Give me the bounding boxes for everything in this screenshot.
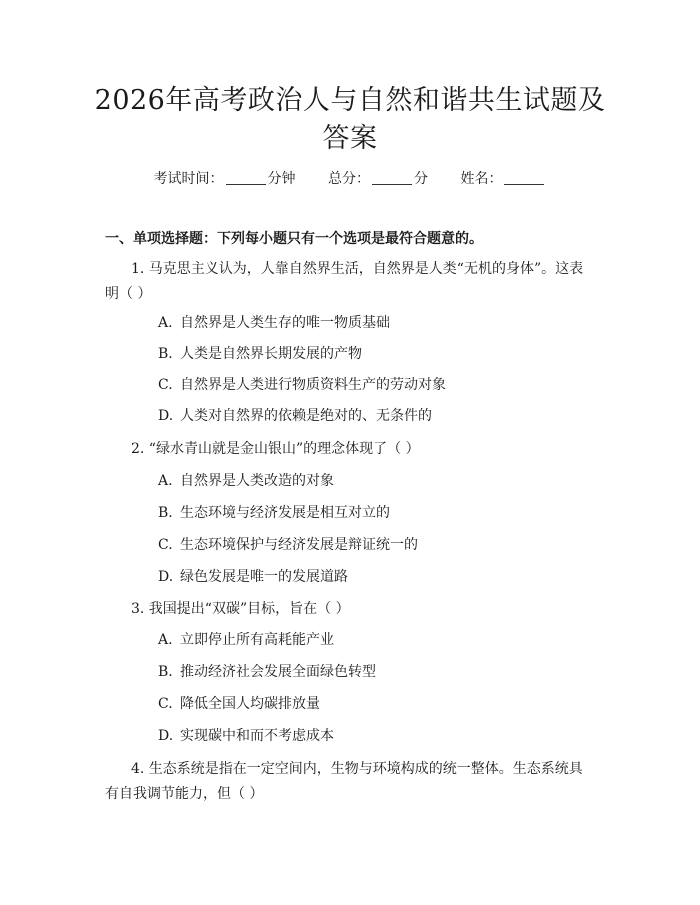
option-letter: B. bbox=[158, 505, 173, 521]
question-stem-1: 1. 马克思主义认为，人靠自然界生活，自然界是人类“无机的身体”。这表明（ ） bbox=[105, 261, 584, 302]
section-heading: 一、单项选择题：下列每小题只有一个选项是最符合题意的。 bbox=[105, 231, 483, 247]
option-text: 人类对自然界的依赖是绝对的、无条件的 bbox=[180, 408, 432, 424]
option-2c bbox=[158, 535, 418, 555]
option-text: 降低全国人均碳排放量 bbox=[180, 696, 320, 712]
option-text: 生态环境与经济发展是相互对立的 bbox=[180, 505, 390, 521]
question-stem-2: 2. “绿水青山就是金山银山”的理念体现了（ ） bbox=[131, 441, 420, 457]
total-score-blank bbox=[372, 170, 412, 185]
option-letter: A. bbox=[158, 315, 173, 331]
name-field bbox=[460, 169, 546, 189]
option-text: 生态环境保护与经济发展是辩证统一的 bbox=[180, 537, 418, 553]
option-1d bbox=[158, 406, 432, 426]
option-letter: A. bbox=[158, 632, 173, 648]
exam-time-label: 考试时间： bbox=[153, 171, 224, 187]
option-letter: D. bbox=[158, 728, 174, 744]
total-score-unit: 分 bbox=[414, 171, 428, 187]
option-text: 自然界是人类进行物质资料生产的劳动对象 bbox=[180, 377, 446, 393]
option-3a bbox=[158, 630, 334, 650]
question-stem-4: 4. 生态系统是指在一定空间内，生物与环境构成的统一整体。生态系统具有自我调节能力，但（ ） bbox=[105, 761, 583, 802]
option-1c bbox=[158, 375, 446, 395]
name-blank bbox=[504, 170, 544, 185]
option-2a bbox=[158, 471, 334, 491]
option-text: 实现碳中和而不考虑成本 bbox=[180, 728, 334, 744]
exam-time-unit: 分钟 bbox=[267, 171, 296, 187]
question-stem-3: 3. 我国提出“双碳”目标，旨在（ ） bbox=[131, 601, 350, 617]
option-letter: B. bbox=[158, 664, 173, 680]
exam-time-blank bbox=[226, 170, 266, 185]
option-letter: D. bbox=[158, 408, 174, 424]
option-letter: C. bbox=[158, 377, 173, 393]
total-score-label: 总分： bbox=[328, 171, 370, 187]
total-score-field bbox=[328, 169, 428, 189]
option-3b bbox=[158, 662, 376, 682]
document-title: 2026年高考政治人与自然和谐共生试题及答案 bbox=[94, 85, 606, 154]
option-3d bbox=[158, 726, 334, 746]
option-letter: C. bbox=[158, 696, 173, 712]
option-text: 立即停止所有高耗能产业 bbox=[180, 632, 334, 648]
option-1b bbox=[158, 344, 362, 364]
option-text: 绿色发展是唯一的发展道路 bbox=[180, 569, 348, 585]
option-text: 自然界是人类改造的对象 bbox=[180, 473, 334, 489]
option-letter: C. bbox=[158, 537, 173, 553]
option-3c bbox=[158, 694, 320, 714]
option-letter: B. bbox=[158, 346, 173, 362]
name-label: 姓名： bbox=[460, 171, 503, 187]
option-2b bbox=[158, 503, 390, 523]
option-letter: A. bbox=[158, 473, 173, 489]
option-1a bbox=[158, 313, 390, 333]
exam-info-row bbox=[0, 169, 700, 189]
option-letter: D. bbox=[158, 569, 174, 585]
option-text: 自然界是人类生存的唯一物质基础 bbox=[180, 315, 390, 331]
option-text: 人类是自然界长期发展的产物 bbox=[180, 346, 362, 362]
option-2d bbox=[158, 567, 348, 587]
exam-time-field bbox=[154, 169, 296, 189]
option-text: 推动经济社会发展全面绿色转型 bbox=[180, 664, 376, 680]
